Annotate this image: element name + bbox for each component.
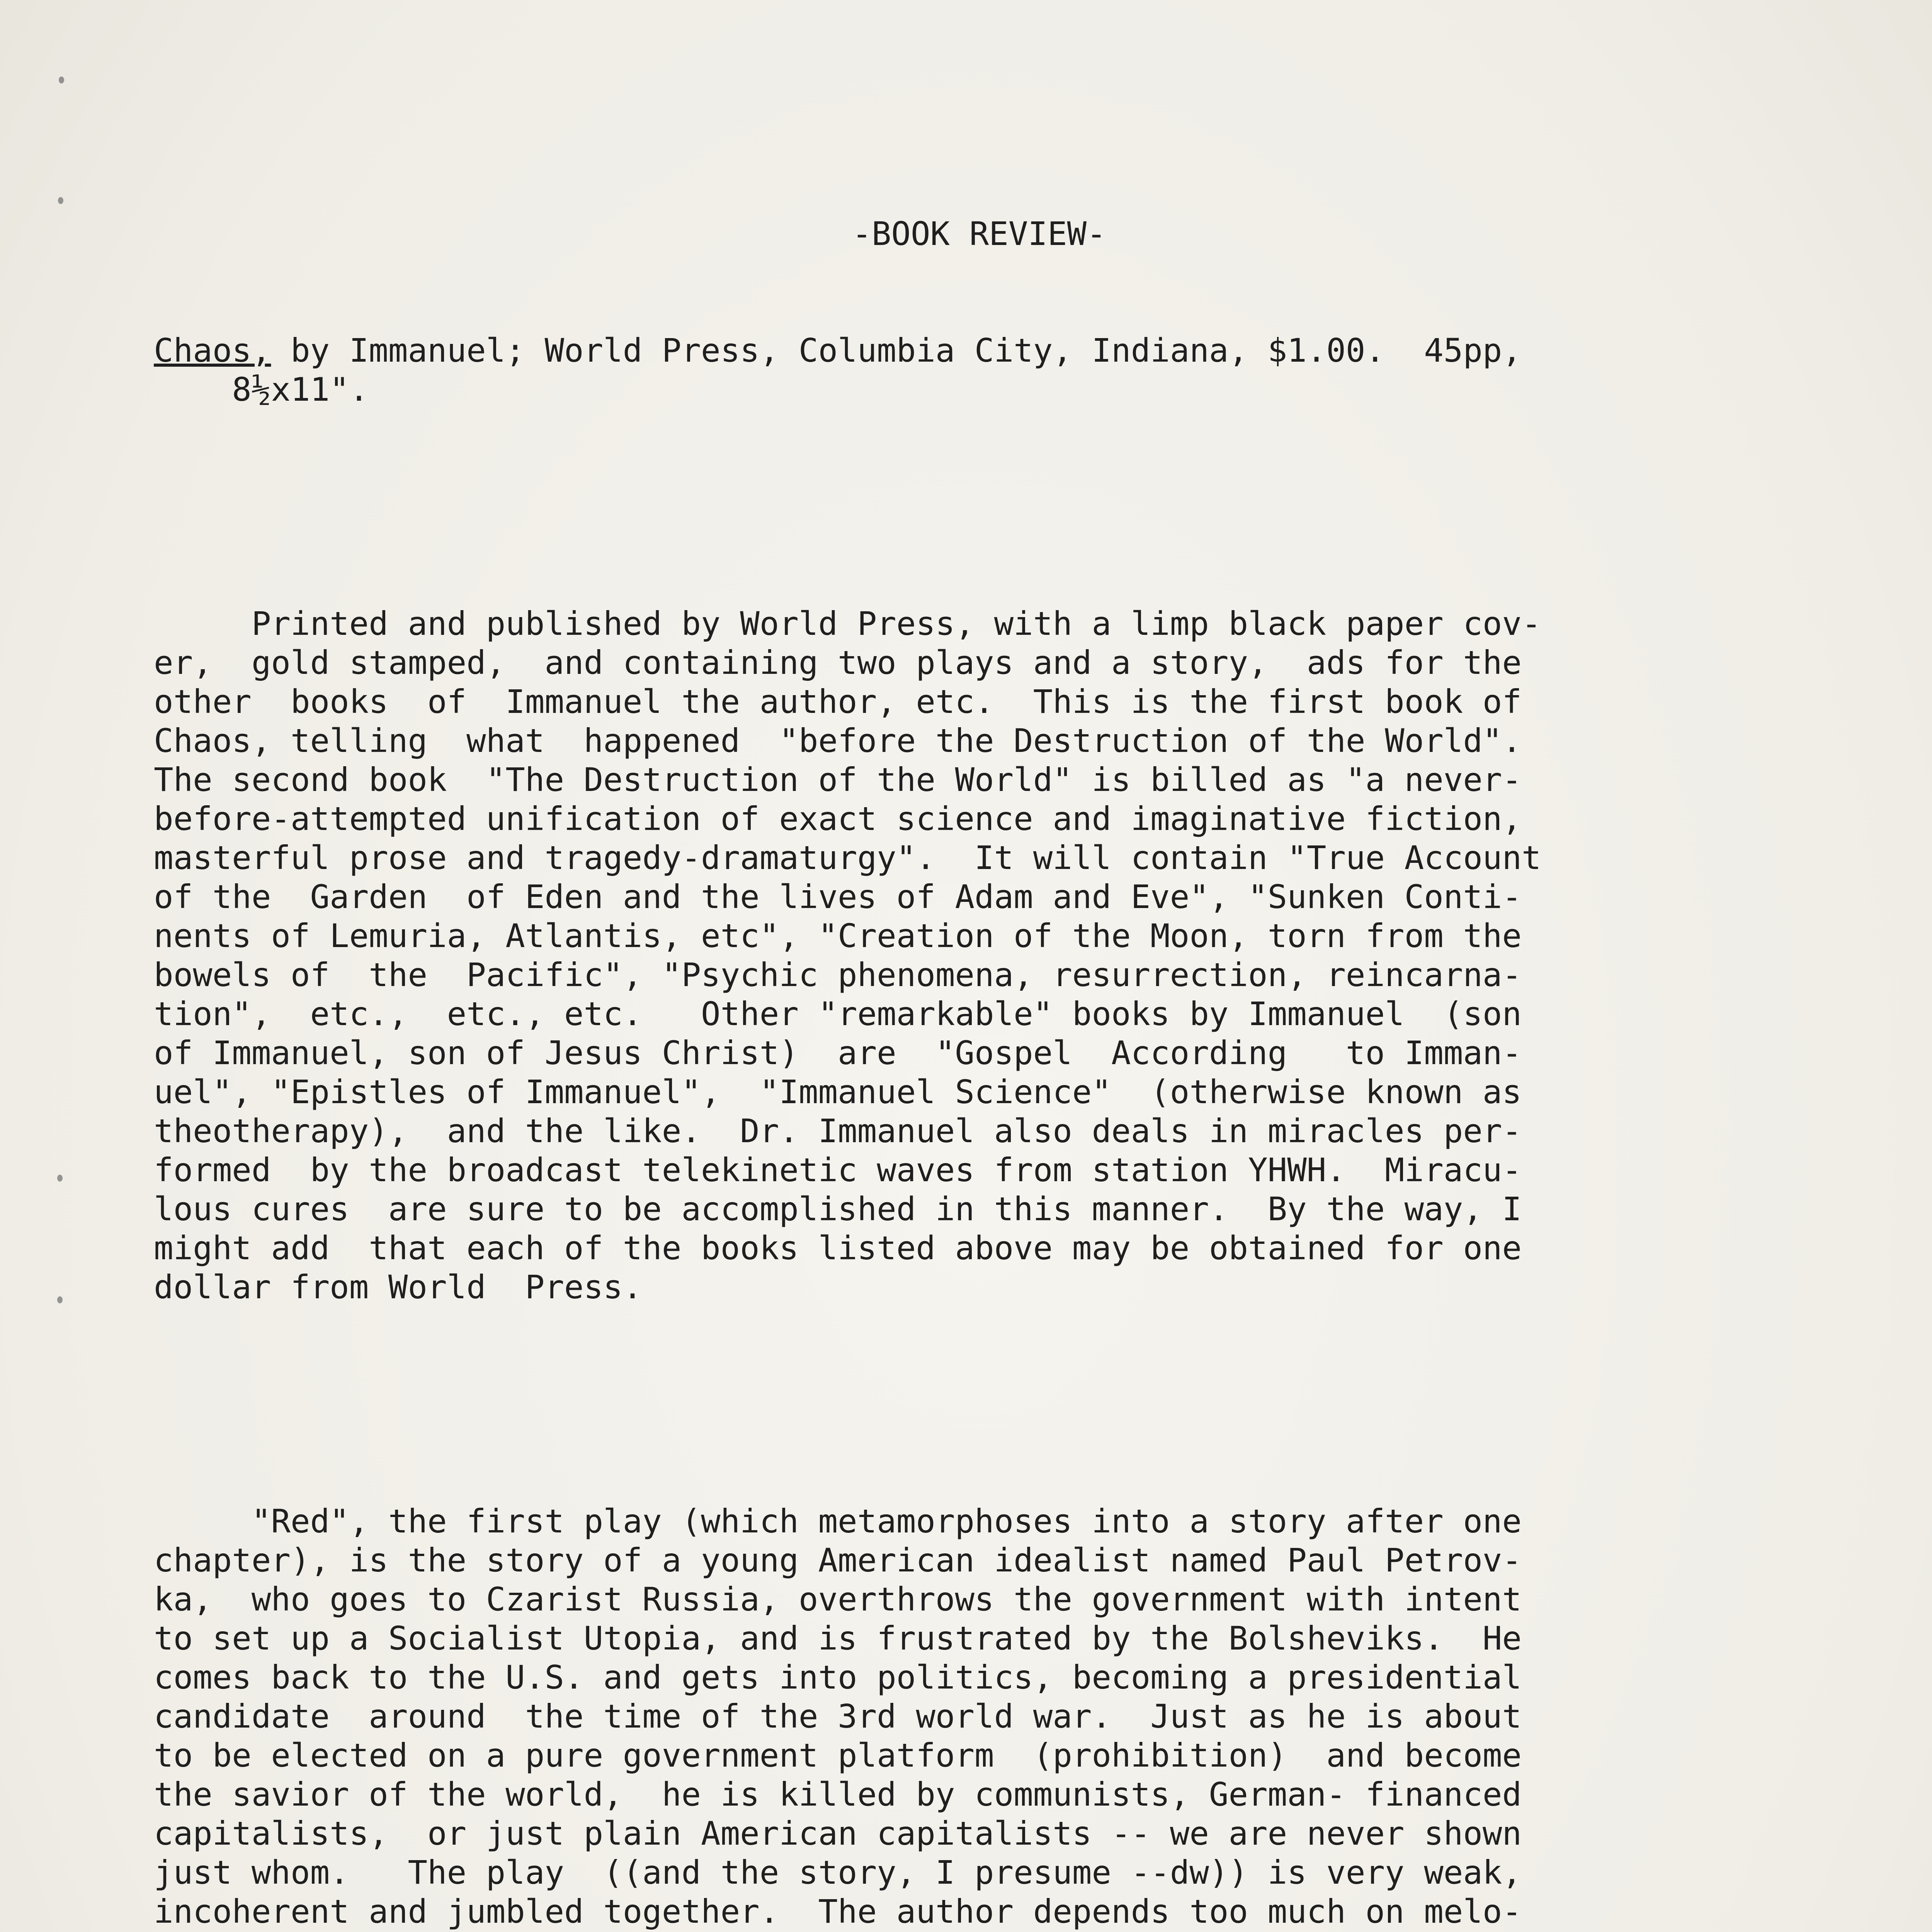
heading-text: -BOOK REVIEW-	[852, 215, 1106, 253]
section-heading	[0, 214, 1932, 253]
margin-speck	[57, 1296, 63, 1303]
margin-speck	[57, 1175, 63, 1182]
book-title: Chaos,	[154, 332, 271, 369]
paragraph: "Red", the first play (which metamorphoses into a story after one chapter), is the story of a young American idealist named Paul Petrov- ka, who goes to Czarist Russia, overthrows the government with intent to set up a Socialist Utopia, and is frustrated by the Bolsheviks. He comes back to the U.S. and gets into politics, becoming a presidential candidate around the time of the 3rd world war. Just as he is about to be elected on a pure government platform (prohibition) and become the savior of the world, he is killed by communists, German- financed capitalists, or just plain American capitalists -- we are never shown just whom. The play ((and the story, I presume --dw)) is very weak, incoherent and jumbled together. The author depends too much on melo-	[154, 1502, 1522, 1930]
body-text	[154, 253, 1781, 1932]
margin-speck	[58, 197, 63, 204]
book-details: by Immanuel; World Press, Columbia City, Indiana, $1.00. 45pp, 8½x11".	[232, 332, 1522, 408]
paragraph: Printed and published by World Press, with a limp black paper cov- er, gold stamped, and containing two plays and a story, ads for the other books of Immanuel the author, etc. This is the first book of Chaos, telling what happened "before the Destruction of the World". The second book "The Destruction of the World" is billed as "a never- before-attempted unification of exact science and imaginative fiction, masterful prose and tragedy-dramaturgy". It will contain "True Account of the Garden of Eden and the lives of Adam and Eve", "Sunken Conti- nents of Lemuria, Atlantis, etc", "Creation of the Moon, torn from the bowels of the Pacific", "Psychic phenomena, resurrection, reincarna- tion", etc., etc., etc. Other "remarkable" books by Immanuel (son of Immanuel, son of Jesus Christ) are "Gospel According to Imman- uel", "Epistles of Immanuel", "Immanuel Science" (otherwise known as theotherapy), and the like. Dr. Immanuel also deals in miracles per- formed by the broadcast telekinetic waves from station YHWH. Miracu- lous cures are sure to be accomplished in this manner. By the way, I might add that each of the books listed above may be obtained for one dollar from World Press.	[154, 605, 1541, 1306]
margin-speck	[59, 77, 64, 83]
title-line	[154, 331, 1781, 409]
